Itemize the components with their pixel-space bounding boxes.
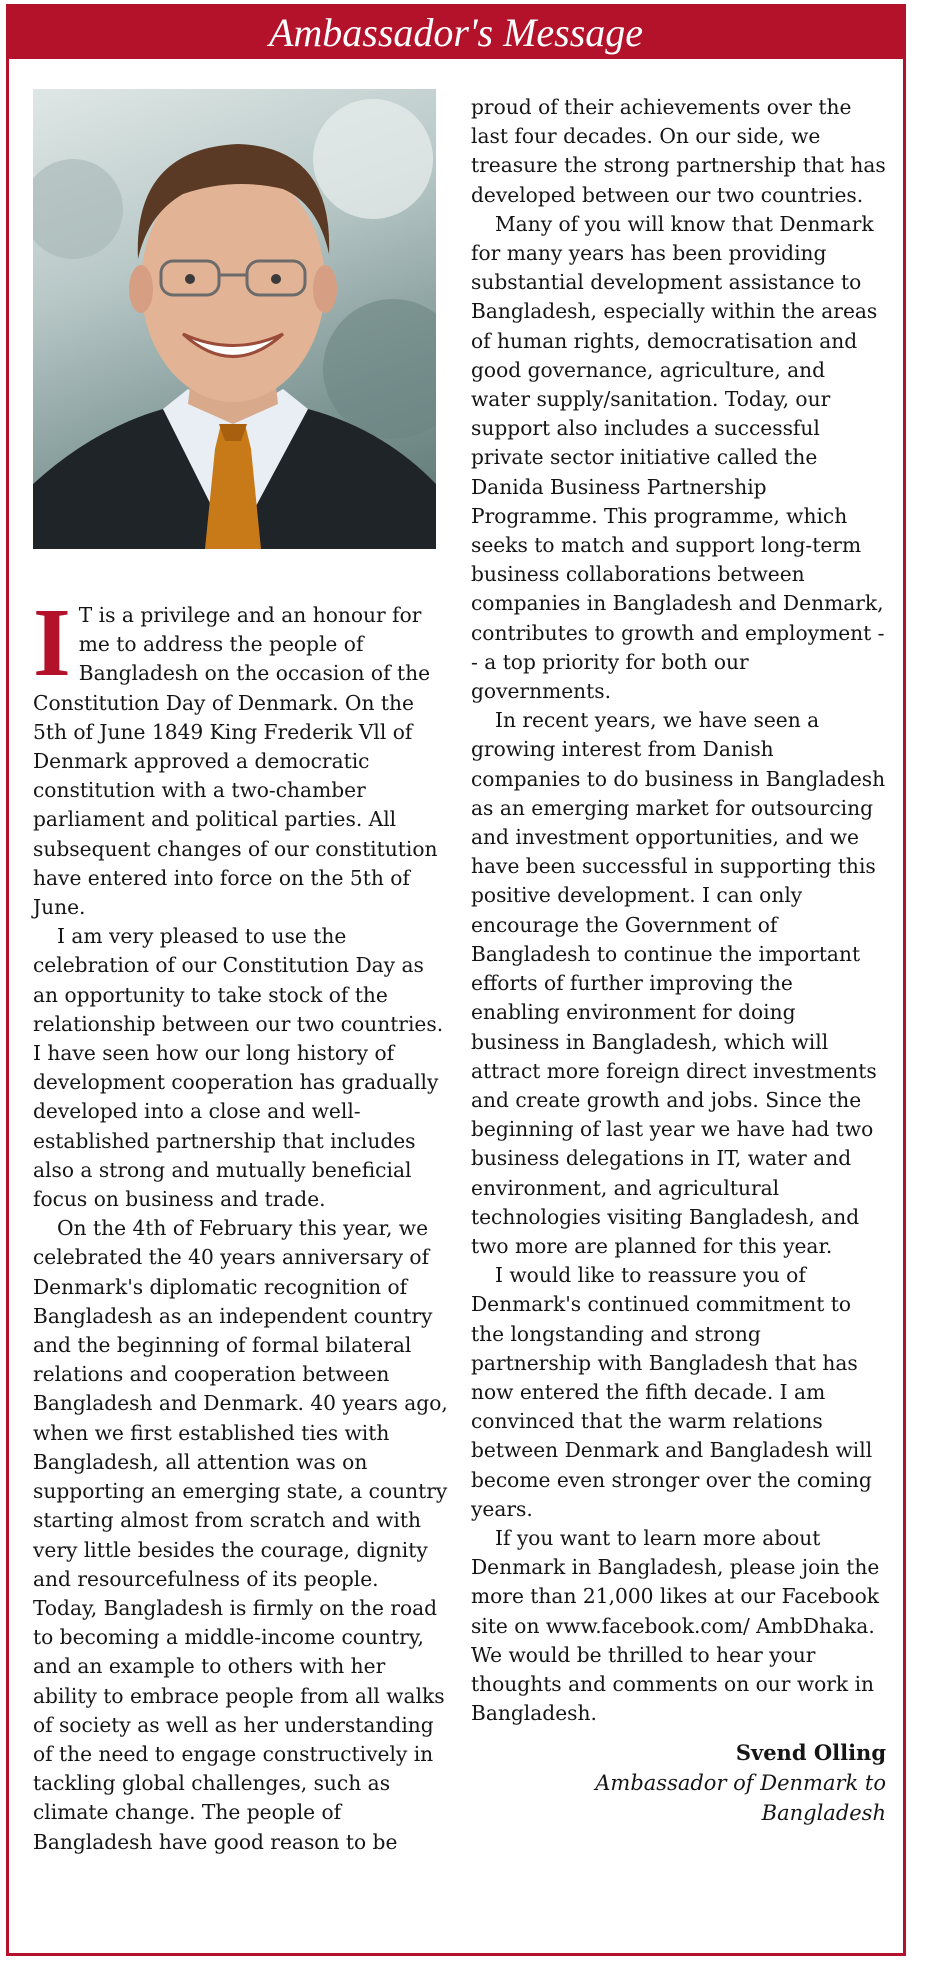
paragraph-7: If you want to learn more about Denmark in Bangladesh, please join the more than 21,000 likes at our Facebook site on www.facebook.com/ AmbDhaka. We would be thrilled to hear your thoughts and comments on our work in Bangladesh. — [471, 1525, 880, 1726]
paragraph-5: In recent years, we have seen a growing interest from Danish companies to do business in Bangladesh as an emerging market for outsourcing and investment opportunities, and we have been successful in supporting this positive development. I can only encourage the Government of Bangladesh to continue the important efforts of further improving the enabling environment for doing business in Bangladesh, which will attract more foreign direct investments and create growth and jobs. Since the beginning of last year we have had two business delegations in IT, water and environment, and agricultural technologies visiting Bangladesh, and two more are planned for this year. — [471, 708, 886, 1258]
paragraph-3-continued: proud of their achievements over the last four decades. On our side, we treasure the strong partnership that has developed between our two countries. — [471, 95, 886, 207]
paragraph-3: On the 4th of February this year, we celebrated the 40 years anniversary of Denmark's diplomatic recognition of Bangladesh as an independent country and the beginning of formal bilateral relations and cooperation between Bangladesh and Denmark. 40 years ago, when we first established ties with Bangladesh, all attention was on supporting an emerging state, a country starting almost from scratch and with very little besides the courage, dignity and resourcefulness of its people. Today, Bangladesh is firmly on the road to becoming a middle-income country, and an example to others with her ability to embrace people from all walks of society as well as her understanding of the need to engage constructively in tackling global challenges, such as climate change. The people of Bangladesh have good reason to be — [33, 1216, 448, 1854]
drop-cap: I — [33, 589, 71, 696]
ambassador-photo — [33, 89, 436, 549]
article-column-right — [471, 93, 886, 1828]
signature-name: Svend Olling — [735, 1740, 886, 1766]
page-title: Ambassador's Message — [9, 7, 903, 59]
paragraph-1 — [33, 589, 448, 922]
paragraph-4: Many of you will know that Denmark for many years has been providing substantial development assistance to Bangladesh, especially within the areas of human rights, democratisation and good governance, agriculture, and water supply/sanitation. Today, our support also includes a successful private sector initiative called the Danida Business Partnership Programme. This programme, which seeks to match and support long-term business collaborations between companies in Bangladesh and Denmark, contributes to growth and employment -- a top priority for both our governments. — [471, 211, 885, 704]
article-frame — [6, 4, 906, 1956]
article-column-left — [33, 589, 448, 1857]
signature-title-line-1: Ambassador of Denmark to — [595, 1771, 886, 1796]
ambassador-portrait-image — [33, 89, 436, 549]
signature-title-line-2: Bangladesh — [761, 1801, 886, 1826]
signature-block — [471, 1738, 886, 1828]
paragraph-6: I would like to reassure you of Denmark's continued commitment to the longstanding and strong partnership with Bangladesh that has now entered the fifth decade. I am convinced that the warm relations between Denmark and Bangladesh will become even stronger over the coming years. — [471, 1263, 873, 1521]
paragraph-2: I am very pleased to use the celebration of our Constitution Day as an opportunity to take stock of the relationship between our two countries. I have seen how our long history of development cooperation has gradually developed into a close and well-established partnership that includes also a strong and mutually beneficial focus on business and trade. — [33, 924, 444, 1212]
paragraph-1-text: T is a privilege and an honour for me to address the people of Bangladesh on the occasion of the Constitution Day of Denmark. On the 5th of June 1849 King Frederik Vll of Denmark approved a democratic constitution with a two-chamber parliament and political parties. All subsequent changes of our constitution have entered into force on the 5th of June. — [33, 603, 438, 920]
